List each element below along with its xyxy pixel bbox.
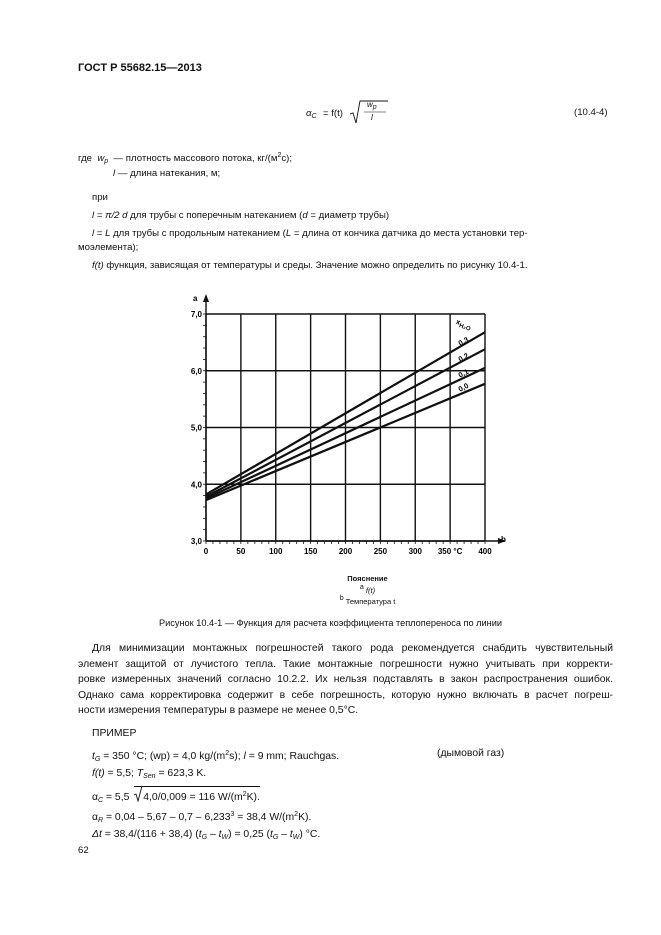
example-line-3: $\alpha_C = 5,5$ 4,0/0,009 = 116 $W/(m^2K)$. [92, 786, 260, 808]
explanation-b: b Температура t [339, 595, 396, 606]
body-paragraph [78, 641, 613, 719]
x-tick-label: 100 [269, 547, 283, 556]
definition-cross-flow: l = π/2 d для трубы с поперечным натеканием (d = диаметр трубы) [92, 210, 390, 221]
sqrt-sign-icon [134, 786, 143, 802]
formula-number: (10.4-4) [574, 107, 608, 118]
x-tick-label: 300 [408, 547, 422, 556]
example-line-4: $\alpha_R = 0,04 - 5,67 - 0,7 - 6,233^3 = 38,4$ $W/(m^2K)$. [92, 811, 312, 824]
example-note: (дымовой газ) [437, 748, 505, 759]
series-label: 0,1 [456, 366, 471, 380]
example-line-1: $t_G = 350$ °C; (wp) = 4,0 $kg/(m^2s)$; l = 9 mm; Rauchgas. [92, 750, 340, 763]
y-tick-label: 7,0 [190, 310, 202, 319]
formula-lhs: $\alpha_C$ [306, 108, 317, 120]
definition-l: l — длина натекания, м; [113, 168, 221, 179]
x-tick-label: 150 [303, 547, 318, 556]
paragraph-line: Однако сама корректировка содержит в себе погрешность, которую нужно включать в расчет погреш- [78, 689, 613, 701]
x-tick-label: 50 [236, 547, 246, 556]
example-title: ПРИМЕР [92, 728, 137, 739]
x-tick-label: 200 [338, 547, 353, 556]
formula-rhs-prefix: = f(t) [323, 108, 343, 119]
x-tick-label: 350 °C [437, 547, 463, 556]
paragraph-line: ности измерения температуры в размере не менее 0,5°С. [78, 705, 359, 716]
y-tick-label: 6,0 [190, 366, 202, 376]
series-label: 0,3 [456, 334, 471, 348]
explanation-a: a f(t) [359, 584, 376, 595]
figure-caption: Рисунок 10.4-1 — Функция для расчета коэффициента теплопереноса по линии [159, 618, 502, 628]
paragraph-line: Для минимизации монтажных погрешностей такого рода рекомендуется снабдить чувствительный [92, 643, 613, 654]
series-label: 0,0 [456, 380, 471, 394]
explanation-title: Пояснение [347, 574, 388, 583]
page-number: 62 [78, 845, 89, 856]
definition-long-flow: l = L для трубы с продольным натеканием (L = длина от кончика датчика до места установки тер- [92, 228, 528, 239]
x-axis-marker: b [501, 535, 506, 544]
y-tick-label: 3,0 [190, 537, 202, 546]
y-axis-marker: a [193, 294, 198, 303]
definition-ft: f(t) функция, зависящая от температуры и среды. Значение можно определить по рисунку 10.4-1. [92, 260, 528, 271]
example-line-2: f(t) = 5,5; $T_{Sen} = 623,3$ K. [92, 768, 207, 780]
paragraph-line: ровке измеренных значений согласно 10.2.2. Их нельзя подставлять в закон распространения ошибок. [78, 674, 613, 685]
definition-pri: при [92, 192, 108, 203]
paragraph-line: элемент защитой от лучистого тепла. Такие монтажные погрешности нужно учитывать при корректи- [78, 658, 613, 670]
y-axis-arrow-icon [203, 294, 209, 302]
document-header: ГОСТ Р 55682.15—2013 [78, 62, 202, 74]
formula-denominator: l [371, 113, 373, 122]
x-tick-label: 250 [373, 547, 388, 556]
definition-long-flow-cont: моэлемента); [78, 242, 139, 253]
formula-numerator: wp [367, 100, 377, 111]
x-tick-label: 400 [478, 547, 492, 556]
x-tick-label: 0 [203, 547, 209, 556]
y-tick-label: 5,0 [190, 423, 202, 433]
example-line-5: Δt = 38,4/(116 + 38,4) $(t_G - t_W) = 0,25$ $(t_G - t_W)$ °C. [92, 829, 321, 841]
definition-wp: где $w_p$ — плотность массового потока, $кг/(м^2с)$; [78, 152, 293, 165]
y-tick-label: 4,0 [190, 480, 202, 490]
figure-10-4-1-chart [170, 290, 520, 570]
legend-header: $x_{H_2O}$ [454, 316, 472, 333]
series-label: 0,2 [456, 350, 471, 364]
